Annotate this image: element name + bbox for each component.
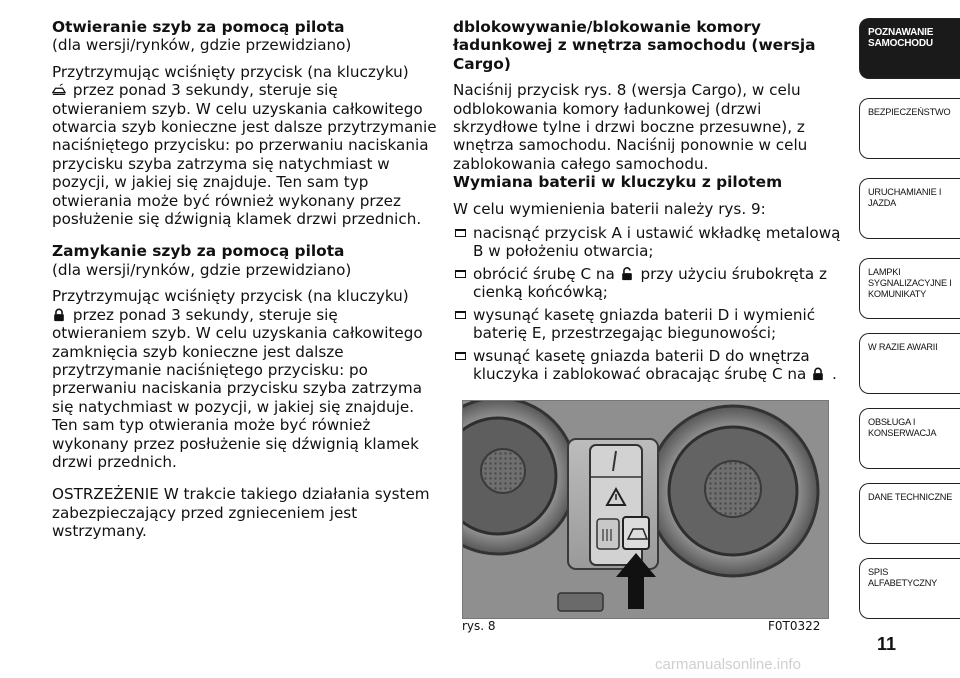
tab-uruchamianie-i-jazda[interactable]: URUCHAMIANIE I JAZDA: [859, 178, 960, 239]
bullet-icon: [455, 229, 466, 237]
section-body: Przytrzymując wciśnięty przycisk (na kluczyku) przez ponad 3 sekundy, steruje się otwieraniem szyb. W celu uzyskania całkowitego zamknięcia szyb konieczne jest dalsze przytrzymanie naciśniętego przycisku: po przerwaniu naciskania przycisku szyba zatrzyma się natychmiast w pozycji, w jakiej się znajduje. Ten sam typ otwierania może być również wykonany przez posłużenie się dźwignią klamek drzwi przednich.: [52, 287, 423, 471]
closed-padlock-icon: [811, 367, 825, 381]
tab-bezpieczenstwo[interactable]: BEZPIECZEŃSTWO: [859, 98, 960, 159]
bullet-icon: [455, 270, 466, 278]
section-body: Naciśnij przycisk rys. 8 (wersja Cargo), w celu odblokowania komory ładunkowej (drzwi skrzydłowe tylne i drzwi boczne przesuwne), z wnętrza samochodu. Naciśnij ponownie w celu zablokowania całego samochodu.: [453, 81, 808, 173]
figure-caption: rys. 8: [462, 619, 496, 633]
right-column: [453, 18, 845, 387]
list-item: nacisnąć przycisk A i ustawić wkładkę metalową B w położeniu otwarcia;: [453, 224, 845, 261]
section-intro: W celu wymienienia baterii należy rys. 9:: [453, 199, 766, 218]
tab-spis-alfabetyczny[interactable]: SPIS ALFABETYCZNY: [859, 558, 960, 619]
dashboard-illustration: [463, 401, 829, 619]
list-item: obrócić śrubę C na przy użyciu śrubokręta z cienką końcówką;: [453, 265, 845, 302]
section-close-windows: [52, 242, 437, 471]
warning-note: OSTRZEŻENIE W trakcie takiego działania system zabezpieczający przed zgnieceniem jest wstrzymany.: [52, 485, 430, 541]
tab-dane-techniczne[interactable]: DANE TECHNICZNE: [859, 483, 960, 544]
bullet-icon: [455, 311, 466, 319]
section-body: Przytrzymując wciśnięty przycisk (na kluczyku) przez ponad 3 sekundy, steruje się otwieraniem szyb. W celu uzyskania całkowitego otwarcia szyb konieczne jest dalsze przytrzymanie naciśniętego przycisku: po przerwaniu naciskania przycisku szyba zatrzyma się natychmiast w pozycji, w jakiej się znajduje. Ten sam typ otwierania może być również wykonany przez posłużenie się dźwignią klamek drzwi przednich.: [52, 62, 437, 229]
dashboard-photo: [462, 400, 829, 619]
steps-list: [453, 224, 845, 383]
tab-lampki-sygnalizacyjne[interactable]: LAMPKI SYGNALIZACYJNE I KOMUNIKATY: [859, 258, 960, 319]
padlock-icon: [52, 308, 66, 322]
section-subheading: (dla wersji/rynków, gdzie przewidziano): [52, 260, 352, 279]
tab-poznawanie-samochodu[interactable]: POZNAWANIE SAMOCHODU: [859, 18, 960, 79]
car-unlock-icon: [52, 83, 66, 97]
page-number: 11: [877, 634, 897, 654]
section-heading: Zamykanie szyb za pomocą pilota: [52, 242, 345, 261]
figure-code: F0T0322: [768, 619, 821, 633]
list-item: wysunąć kasetę gniazda baterii D i wymienić baterię E, przestrzegając biegunowości;: [453, 306, 845, 343]
tab-obsluga-i-konserwacja[interactable]: OBSŁUGA I KONSERWACJA: [859, 408, 960, 469]
left-column: [52, 18, 437, 541]
section-open-windows: [52, 18, 437, 228]
section-subheading: (dla wersji/rynków, gdzie przewidziano): [52, 36, 352, 55]
open-padlock-icon: [620, 267, 634, 281]
tab-w-razie-awarii[interactable]: W RAZIE AWARII: [859, 333, 960, 394]
chapter-sidebar: [859, 18, 960, 628]
bullet-icon: [455, 352, 466, 360]
section-heading: dblokowywanie/blokowanie komory ładunkowej z wnętrza samochodu (wersja Cargo): [453, 18, 816, 73]
section-cargo-lock: [453, 18, 845, 173]
section-heading: Wymiana baterii w kluczyku z pilotem: [453, 173, 783, 192]
watermark: carmanualsonline.info: [655, 656, 801, 673]
section-battery-replacement: [453, 173, 845, 383]
section-heading: Otwieranie szyb za pomocą pilota: [52, 18, 345, 36]
list-item: wsunąć kasetę gniazda baterii D do wnętrza kluczyka i zablokować obracając śrubę C na .: [453, 347, 845, 384]
